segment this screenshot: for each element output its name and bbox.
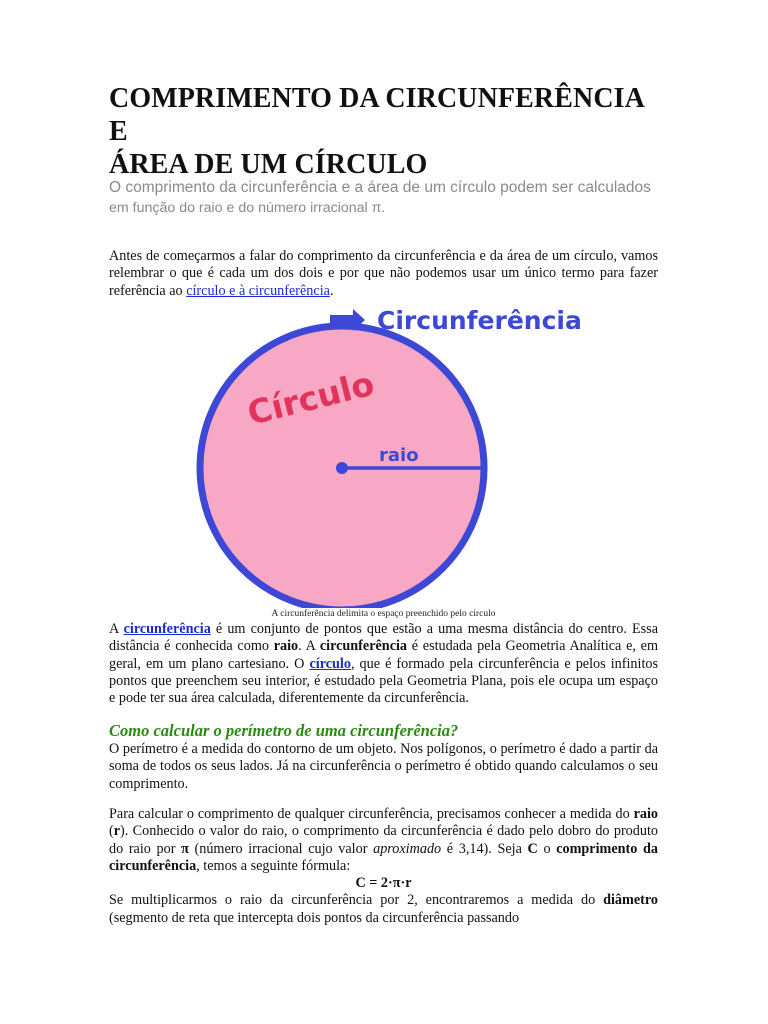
bold-term: raio	[273, 638, 299, 655]
circle-diagram	[193, 303, 698, 608]
text: , temos a seguinte fórmula:	[196, 857, 351, 874]
circle-circumference-link[interactable]: círculo e à circunferência	[186, 282, 330, 299]
circle-label: Círculo	[243, 363, 378, 433]
text: é 3,14). Seja	[441, 840, 528, 857]
definition-paragraph	[109, 621, 658, 707]
subtitle	[109, 178, 669, 218]
bold-term: r	[113, 823, 121, 840]
bold-term: diâmetro	[603, 892, 658, 909]
circumference-formula: C = 2·π·r	[355, 875, 412, 892]
bold-term: comprimento da circunferência	[109, 840, 658, 874]
text: . A	[298, 638, 320, 655]
bold-term: circunferência	[319, 638, 408, 655]
bold-term: raio	[633, 806, 658, 822]
text: A	[109, 621, 124, 637]
page-title	[109, 82, 658, 181]
text: ). Conhecido o valor do raio, o comprimento da circunferência é dado pelo dobro do produto do raio por	[109, 823, 658, 857]
circumference-label: Circunferência	[377, 306, 582, 335]
intro-end: .	[329, 282, 334, 299]
subtitle-line-1: O comprimento da circunferência e a área de um círculo podem ser calculados	[109, 179, 651, 196]
text: (	[109, 823, 114, 840]
section-heading: Como calcular o perímetro de uma circunferência?	[109, 721, 459, 740]
intro-paragraph	[109, 248, 658, 300]
title-line-1: COMPRIMENTO DA CIRCUNFERÊNCIA E	[109, 83, 644, 147]
italic-term: aproximado	[373, 840, 442, 857]
text: o	[537, 840, 557, 857]
text: (número irracional cujo valor	[188, 840, 374, 857]
figure-caption: A circunferência delimita o espaço preenchido pelo círculo	[271, 609, 496, 619]
circle-figure	[193, 303, 698, 608]
intro-text: Antes de começarmos a falar do comprimento da circunferência e da área de um círculo, vamos relembrar o que é cada um dos dois e por que não podemos usar um único termo para fazer referência ao	[109, 248, 658, 299]
text: Se multiplicarmos o raio da circunferência por 2, encontraremos a medida do	[109, 892, 604, 909]
text: é estudada pela Geometria Analítica e, em geral, em um plano cartesiano. O	[109, 638, 658, 672]
circumference-link[interactable]: circunferência	[123, 621, 211, 637]
text: é um conjunto de pontos que estão a uma mesma distância do centro. Essa distância é conhecida como	[109, 621, 658, 655]
radius-label: raio	[379, 445, 419, 466]
bold-term: C	[527, 840, 538, 857]
text: (segmento de reta que intercepta dois pontos da circunferência passando	[109, 909, 520, 926]
circle-link[interactable]: círculo	[309, 655, 351, 672]
perimeter-paragraph: O perímetro é a medida do contorno de um objeto. Nos polígonos, o perímetro é dado a partir da soma de todos os seus lados. Já na circunferência o perímetro é obtido quando calculamos o seu comprimento.	[109, 741, 658, 792]
bold-term: π	[181, 840, 189, 857]
text: , que é formado pela circunferência e pelos infinitos pontos que preenchem seu interior, é estudado pela Geometria Plana, pois ele ocupa um espaço e pode ter sua área calculada, diferentemente da circunferência.	[109, 655, 658, 707]
title-line-2: ÁREA DE UM CÍRCULO	[109, 149, 428, 180]
formula-paragraph	[109, 806, 658, 927]
subtitle-line-2: em função do raio e do número irracional π.	[109, 200, 386, 216]
text: Para calcular o comprimento de qualquer circunferência, precisamos conhecer a medida do	[109, 806, 634, 822]
center-point	[336, 462, 348, 474]
